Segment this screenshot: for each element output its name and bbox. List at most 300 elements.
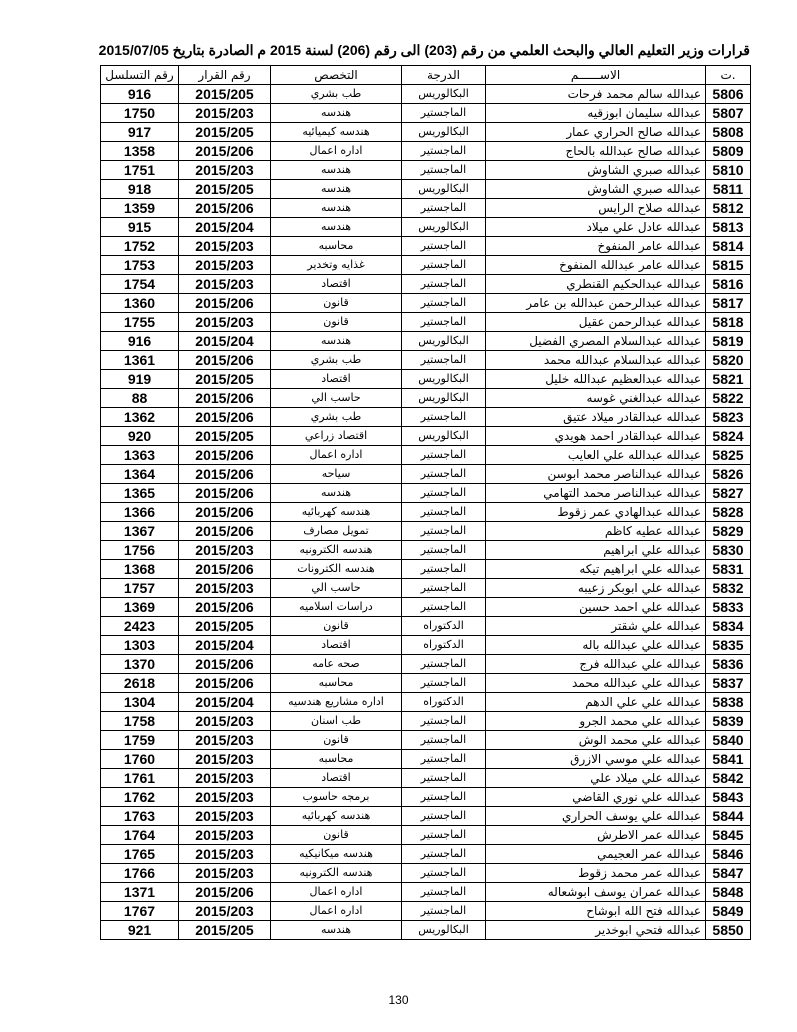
cell-degree: البكالوريس xyxy=(402,218,486,237)
cell-name: عبدالله صالح عبدالله بالحاج xyxy=(486,142,706,161)
cell-degree: الماجستير xyxy=(402,807,486,826)
cell-no: 5843 xyxy=(706,788,751,807)
cell-name: عبدالله عمر العجيمي xyxy=(486,845,706,864)
cell-specialty: محاسبه xyxy=(271,750,402,769)
cell-specialty: دراسات اسلاميه xyxy=(271,598,402,617)
cell-no: 5841 xyxy=(706,750,751,769)
cell-specialty: اداره اعمال xyxy=(271,883,402,902)
header-seq: رقم التسلسل xyxy=(101,66,179,85)
cell-no: 5833 xyxy=(706,598,751,617)
cell-no: 5818 xyxy=(706,313,751,332)
cell-no: 5815 xyxy=(706,256,751,275)
cell-seq: 1764 xyxy=(101,826,179,845)
cell-specialty: طب بشري xyxy=(271,351,402,370)
cell-no: 5828 xyxy=(706,503,751,522)
table-row xyxy=(101,750,751,769)
cell-name: عبدالله علي محمد الجرو xyxy=(486,712,706,731)
cell-no: 5813 xyxy=(706,218,751,237)
cell-name: عبدالله علي نوري القاضي xyxy=(486,788,706,807)
cell-degree: الماجستير xyxy=(402,104,486,123)
table-row xyxy=(101,541,751,560)
cell-seq: 1303 xyxy=(101,636,179,655)
cell-degree: الماجستير xyxy=(402,484,486,503)
cell-seq: 916 xyxy=(101,332,179,351)
cell-degree: الدكتوراه xyxy=(402,617,486,636)
cell-no: 5806 xyxy=(706,85,751,104)
cell-degree: الماجستير xyxy=(402,351,486,370)
table-row xyxy=(101,522,751,541)
cell-specialty: طب بشري xyxy=(271,408,402,427)
cell-no: 5821 xyxy=(706,370,751,389)
cell-name: عبدالله علي ابراهيم xyxy=(486,541,706,560)
cell-specialty: قانون xyxy=(271,313,402,332)
cell-no: 5849 xyxy=(706,902,751,921)
cell-seq: 1366 xyxy=(101,503,179,522)
cell-decision: 2015/205 xyxy=(179,123,271,142)
cell-name: عبدالله عادل علي ميلاد xyxy=(486,218,706,237)
cell-decision: 2015/206 xyxy=(179,408,271,427)
cell-degree: الماجستير xyxy=(402,883,486,902)
cell-seq: 1757 xyxy=(101,579,179,598)
cell-specialty: اداره اعمال xyxy=(271,142,402,161)
cell-degree: الماجستير xyxy=(402,845,486,864)
cell-decision: 2015/205 xyxy=(179,180,271,199)
cell-seq: 1751 xyxy=(101,161,179,180)
cell-specialty: اقتصاد xyxy=(271,275,402,294)
cell-no: 5810 xyxy=(706,161,751,180)
cell-specialty: هندسه الكترونيه xyxy=(271,864,402,883)
cell-name: عبدالله عمر محمد زقوط xyxy=(486,864,706,883)
table-row xyxy=(101,199,751,218)
cell-specialty: طب بشري xyxy=(271,85,402,104)
cell-no: 5829 xyxy=(706,522,751,541)
table-row xyxy=(101,731,751,750)
cell-seq: 1760 xyxy=(101,750,179,769)
cell-no: 5834 xyxy=(706,617,751,636)
cell-specialty: هندسه xyxy=(271,161,402,180)
cell-seq: 1761 xyxy=(101,769,179,788)
cell-degree: الماجستير xyxy=(402,142,486,161)
table-row xyxy=(101,427,751,446)
cell-specialty: محاسبه xyxy=(271,674,402,693)
cell-specialty: اداره اعمال xyxy=(271,902,402,921)
table-row xyxy=(101,617,751,636)
cell-decision: 2015/205 xyxy=(179,921,271,940)
table-row xyxy=(101,85,751,104)
cell-degree: الماجستير xyxy=(402,712,486,731)
cell-name: عبدالله عبدالسلام المصري الفضيل xyxy=(486,332,706,351)
cell-name: عبدالله علي شقتر xyxy=(486,617,706,636)
cell-name: عبدالله علي ابوبكر زعيبه xyxy=(486,579,706,598)
cell-decision: 2015/206 xyxy=(179,465,271,484)
cell-specialty: اقتصاد xyxy=(271,769,402,788)
cell-decision: 2015/203 xyxy=(179,104,271,123)
cell-seq: 1766 xyxy=(101,864,179,883)
cell-decision: 2015/205 xyxy=(179,370,271,389)
cell-degree: الماجستير xyxy=(402,199,486,218)
cell-name: عبدالله علي احمد حسين xyxy=(486,598,706,617)
cell-specialty: هندسه كهربائيه xyxy=(271,503,402,522)
cell-no: 5844 xyxy=(706,807,751,826)
table-row xyxy=(101,902,751,921)
cell-seq: 1762 xyxy=(101,788,179,807)
cell-seq: 1365 xyxy=(101,484,179,503)
cell-decision: 2015/203 xyxy=(179,845,271,864)
cell-degree: البكالوريس xyxy=(402,332,486,351)
cell-specialty: هندسه xyxy=(271,332,402,351)
cell-decision: 2015/206 xyxy=(179,351,271,370)
cell-decision: 2015/206 xyxy=(179,142,271,161)
cell-degree: الماجستير xyxy=(402,731,486,750)
cell-degree: البكالوريس xyxy=(402,921,486,940)
cell-degree: الماجستير xyxy=(402,408,486,427)
cell-no: 5822 xyxy=(706,389,751,408)
cell-decision: 2015/204 xyxy=(179,636,271,655)
cell-decision: 2015/203 xyxy=(179,864,271,883)
header-decision: رقم القرار xyxy=(179,66,271,85)
cell-degree: الماجستير xyxy=(402,769,486,788)
cell-decision: 2015/206 xyxy=(179,503,271,522)
cell-decision: 2015/203 xyxy=(179,161,271,180)
cell-degree: الماجستير xyxy=(402,161,486,180)
table-row xyxy=(101,921,751,940)
header-no: ت. xyxy=(706,66,751,85)
cell-degree: البكالوريس xyxy=(402,370,486,389)
cell-degree: البكالوريس xyxy=(402,389,486,408)
table-row xyxy=(101,142,751,161)
cell-name: عبدالله عمر الاطرش xyxy=(486,826,706,845)
cell-decision: 2015/203 xyxy=(179,275,271,294)
cell-specialty: هندسه xyxy=(271,218,402,237)
cell-degree: الماجستير xyxy=(402,826,486,845)
cell-degree: البكالوريس xyxy=(402,123,486,142)
cell-degree: الدكتوراه xyxy=(402,636,486,655)
cell-specialty: محاسبه xyxy=(271,237,402,256)
cell-specialty: اقتصاد xyxy=(271,636,402,655)
cell-seq: 1758 xyxy=(101,712,179,731)
cell-seq: 1367 xyxy=(101,522,179,541)
cell-name: عبدالله عبدالرحمن عقيل xyxy=(486,313,706,332)
cell-no: 5831 xyxy=(706,560,751,579)
table-row xyxy=(101,275,751,294)
cell-name: عبدالله عبدالغني غوسه xyxy=(486,389,706,408)
cell-seq: 1370 xyxy=(101,655,179,674)
table-row xyxy=(101,104,751,123)
table-header-row xyxy=(101,66,751,85)
table-row xyxy=(101,484,751,503)
cell-name: عبدالله صبري الشاوش xyxy=(486,161,706,180)
cell-name: عبدالله عبدالناصر محمد التهامي xyxy=(486,484,706,503)
cell-no: 5836 xyxy=(706,655,751,674)
cell-no: 5825 xyxy=(706,446,751,465)
cell-specialty: هندسه الكترونات xyxy=(271,560,402,579)
cell-seq: 1752 xyxy=(101,237,179,256)
table-row xyxy=(101,313,751,332)
cell-seq: 919 xyxy=(101,370,179,389)
cell-decision: 2015/203 xyxy=(179,256,271,275)
cell-no: 5850 xyxy=(706,921,751,940)
cell-seq: 2423 xyxy=(101,617,179,636)
cell-specialty: اداره مشاريع هندسيه xyxy=(271,693,402,712)
table-row xyxy=(101,826,751,845)
table-row xyxy=(101,332,751,351)
cell-name: عبدالله عبدالحكيم القنطري xyxy=(486,275,706,294)
cell-name: عبدالله صلاح الرايس xyxy=(486,199,706,218)
cell-degree: الماجستير xyxy=(402,275,486,294)
table-row xyxy=(101,845,751,864)
cell-name: عبدالله سليمان ابوزقيه xyxy=(486,104,706,123)
cell-specialty: هندسه الكترونيه xyxy=(271,541,402,560)
cell-no: 5811 xyxy=(706,180,751,199)
table-row xyxy=(101,123,751,142)
table-row xyxy=(101,180,751,199)
table-row xyxy=(101,674,751,693)
table-row xyxy=(101,693,751,712)
cell-no: 5807 xyxy=(706,104,751,123)
table-row xyxy=(101,503,751,522)
decisions-table xyxy=(100,65,751,940)
cell-no: 5830 xyxy=(706,541,751,560)
cell-name: عبدالله علي ابراهيم تيكه xyxy=(486,560,706,579)
cell-no: 5823 xyxy=(706,408,751,427)
cell-name: عبدالله صبري الشاوش xyxy=(486,180,706,199)
table-row xyxy=(101,655,751,674)
page-number: 130 xyxy=(388,993,409,1007)
cell-decision: 2015/206 xyxy=(179,655,271,674)
cell-seq: 1364 xyxy=(101,465,179,484)
cell-decision: 2015/203 xyxy=(179,826,271,845)
cell-decision: 2015/203 xyxy=(179,788,271,807)
document-title: قرارات وزير التعليم العالي والبحث العلمي من رقم (203) الى رقم (206) لسنة 2015 م الصادرة بتاريخ 2015/07/05 xyxy=(98,42,750,58)
cell-name: عبدالله علي علي الدهم xyxy=(486,693,706,712)
cell-no: 5820 xyxy=(706,351,751,370)
cell-name: عبدالله عمران يوسف ابوشعاله xyxy=(486,883,706,902)
cell-decision: 2015/206 xyxy=(179,522,271,541)
cell-name: عبدالله عامر المنفوخ xyxy=(486,237,706,256)
table-row xyxy=(101,769,751,788)
cell-no: 5809 xyxy=(706,142,751,161)
cell-degree: الماجستير xyxy=(402,256,486,275)
cell-degree: الماجستير xyxy=(402,750,486,769)
cell-specialty: اقتصاد زراعي xyxy=(271,427,402,446)
cell-name: عبدالله عبدالعظيم عبدالله خليل xyxy=(486,370,706,389)
cell-specialty: قانون xyxy=(271,731,402,750)
cell-specialty: حاسب الي xyxy=(271,579,402,598)
cell-seq: 1369 xyxy=(101,598,179,617)
cell-degree: الماجستير xyxy=(402,237,486,256)
cell-decision: 2015/203 xyxy=(179,750,271,769)
cell-degree: الماجستير xyxy=(402,503,486,522)
cell-name: عبدالله علي ميلاد علي xyxy=(486,769,706,788)
table-row xyxy=(101,218,751,237)
cell-seq: 1371 xyxy=(101,883,179,902)
table-row xyxy=(101,161,751,180)
cell-specialty: غذايه وتخدير xyxy=(271,256,402,275)
cell-decision: 2015/205 xyxy=(179,427,271,446)
header-name: الاســــــم xyxy=(486,66,706,85)
cell-no: 5846 xyxy=(706,845,751,864)
cell-specialty: هندسه xyxy=(271,104,402,123)
cell-no: 5847 xyxy=(706,864,751,883)
cell-degree: الماجستير xyxy=(402,522,486,541)
cell-degree: الماجستير xyxy=(402,313,486,332)
cell-seq: 1368 xyxy=(101,560,179,579)
cell-seq: 1360 xyxy=(101,294,179,313)
cell-no: 5832 xyxy=(706,579,751,598)
cell-decision: 2015/203 xyxy=(179,313,271,332)
cell-seq: 1750 xyxy=(101,104,179,123)
cell-degree: الماجستير xyxy=(402,560,486,579)
cell-name: عبدالله عبدالناصر محمد ابوسن xyxy=(486,465,706,484)
cell-specialty: حاسب الي xyxy=(271,389,402,408)
cell-degree: الماجستير xyxy=(402,788,486,807)
cell-decision: 2015/206 xyxy=(179,389,271,408)
cell-specialty: صحه عامه xyxy=(271,655,402,674)
table-row xyxy=(101,560,751,579)
cell-no: 5838 xyxy=(706,693,751,712)
cell-decision: 2015/206 xyxy=(179,598,271,617)
table-row xyxy=(101,256,751,275)
cell-degree: البكالوريس xyxy=(402,427,486,446)
cell-decision: 2015/204 xyxy=(179,693,271,712)
cell-seq: 915 xyxy=(101,218,179,237)
table-row xyxy=(101,788,751,807)
cell-degree: الماجستير xyxy=(402,465,486,484)
cell-seq: 1361 xyxy=(101,351,179,370)
table-row xyxy=(101,237,751,256)
cell-name: عبدالله عامر عبدالله المنفوخ xyxy=(486,256,706,275)
cell-no: 5839 xyxy=(706,712,751,731)
cell-name: عبدالله فتحي ابوخدير xyxy=(486,921,706,940)
cell-name: عبدالله علي عبدالله باله xyxy=(486,636,706,655)
cell-degree: الماجستير xyxy=(402,864,486,883)
table-row xyxy=(101,389,751,408)
cell-no: 5840 xyxy=(706,731,751,750)
cell-decision: 2015/203 xyxy=(179,579,271,598)
cell-degree: الدكتوراه xyxy=(402,693,486,712)
cell-seq: 1755 xyxy=(101,313,179,332)
cell-seq: 1362 xyxy=(101,408,179,427)
cell-name: عبدالله علي محمد الوش xyxy=(486,731,706,750)
cell-no: 5808 xyxy=(706,123,751,142)
cell-seq: 1767 xyxy=(101,902,179,921)
cell-decision: 2015/203 xyxy=(179,731,271,750)
cell-no: 5827 xyxy=(706,484,751,503)
cell-no: 5837 xyxy=(706,674,751,693)
cell-specialty: هندسه xyxy=(271,921,402,940)
cell-name: عبدالله عبدالهادي عمر زقوط xyxy=(486,503,706,522)
cell-specialty: هندسه كهربائيه xyxy=(271,807,402,826)
cell-no: 5848 xyxy=(706,883,751,902)
cell-decision: 2015/205 xyxy=(179,617,271,636)
cell-decision: 2015/206 xyxy=(179,560,271,579)
cell-no: 5816 xyxy=(706,275,751,294)
cell-seq: 920 xyxy=(101,427,179,446)
cell-degree: البكالوريس xyxy=(402,85,486,104)
cell-specialty: هندسه xyxy=(271,180,402,199)
cell-decision: 2015/203 xyxy=(179,769,271,788)
cell-decision: 2015/206 xyxy=(179,294,271,313)
cell-no: 5819 xyxy=(706,332,751,351)
cell-name: عبدالله صالح الحراري عمار xyxy=(486,123,706,142)
cell-no: 5835 xyxy=(706,636,751,655)
cell-name: عبدالله فتح الله ابوشاح xyxy=(486,902,706,921)
cell-specialty: برمجه حاسوب xyxy=(271,788,402,807)
cell-degree: الماجستير xyxy=(402,579,486,598)
cell-specialty: طب اسنان xyxy=(271,712,402,731)
cell-seq: 1304 xyxy=(101,693,179,712)
cell-name: عبدالله عبدالسلام عبدالله محمد xyxy=(486,351,706,370)
cell-decision: 2015/206 xyxy=(179,199,271,218)
header-specialty: التخصص xyxy=(271,66,402,85)
cell-seq: 921 xyxy=(101,921,179,940)
cell-no: 5845 xyxy=(706,826,751,845)
cell-degree: الماجستير xyxy=(402,674,486,693)
cell-specialty: قانون xyxy=(271,294,402,313)
cell-seq: 1765 xyxy=(101,845,179,864)
cell-specialty: قانون xyxy=(271,826,402,845)
cell-seq: 2618 xyxy=(101,674,179,693)
cell-seq: 1358 xyxy=(101,142,179,161)
cell-specialty: قانون xyxy=(271,617,402,636)
cell-no: 5817 xyxy=(706,294,751,313)
cell-specialty: هندسه xyxy=(271,199,402,218)
table-row xyxy=(101,883,751,902)
cell-no: 5814 xyxy=(706,237,751,256)
cell-no: 5812 xyxy=(706,199,751,218)
cell-degree: الماجستير xyxy=(402,598,486,617)
cell-degree: الماجستير xyxy=(402,655,486,674)
table-row xyxy=(101,579,751,598)
cell-seq: 1763 xyxy=(101,807,179,826)
table-row xyxy=(101,446,751,465)
cell-name: عبدالله علي موسي الازرق xyxy=(486,750,706,769)
cell-name: عبدالله علي عبدالله محمد xyxy=(486,674,706,693)
table-row xyxy=(101,351,751,370)
cell-seq: 1754 xyxy=(101,275,179,294)
table-row xyxy=(101,807,751,826)
cell-name: عبدالله عبدالقادر احمد هويدي xyxy=(486,427,706,446)
cell-decision: 2015/203 xyxy=(179,541,271,560)
cell-name: عبدالله علي عبدالله فرج xyxy=(486,655,706,674)
table-row xyxy=(101,864,751,883)
cell-degree: البكالوريس xyxy=(402,180,486,199)
cell-seq: 1753 xyxy=(101,256,179,275)
cell-degree: الماجستير xyxy=(402,294,486,313)
cell-degree: الماجستير xyxy=(402,902,486,921)
cell-specialty: هندسه ميكانيكيه xyxy=(271,845,402,864)
cell-seq: 916 xyxy=(101,85,179,104)
cell-decision: 2015/206 xyxy=(179,674,271,693)
cell-name: عبدالله سالم محمد فرحات xyxy=(486,85,706,104)
cell-specialty: هندسه كيميائيه xyxy=(271,123,402,142)
cell-specialty: تمويل مصارف xyxy=(271,522,402,541)
table-row xyxy=(101,408,751,427)
cell-name: عبدالله عبدالله علي العايب xyxy=(486,446,706,465)
cell-specialty: سياحه xyxy=(271,465,402,484)
cell-decision: 2015/206 xyxy=(179,883,271,902)
cell-degree: الماجستير xyxy=(402,446,486,465)
cell-decision: 2015/204 xyxy=(179,218,271,237)
cell-seq: 88 xyxy=(101,389,179,408)
cell-decision: 2015/203 xyxy=(179,712,271,731)
cell-seq: 917 xyxy=(101,123,179,142)
table-row xyxy=(101,294,751,313)
cell-decision: 2015/206 xyxy=(179,484,271,503)
cell-name: عبدالله عبدالقادر ميلاد عتيق xyxy=(486,408,706,427)
table-row xyxy=(101,636,751,655)
cell-no: 5824 xyxy=(706,427,751,446)
